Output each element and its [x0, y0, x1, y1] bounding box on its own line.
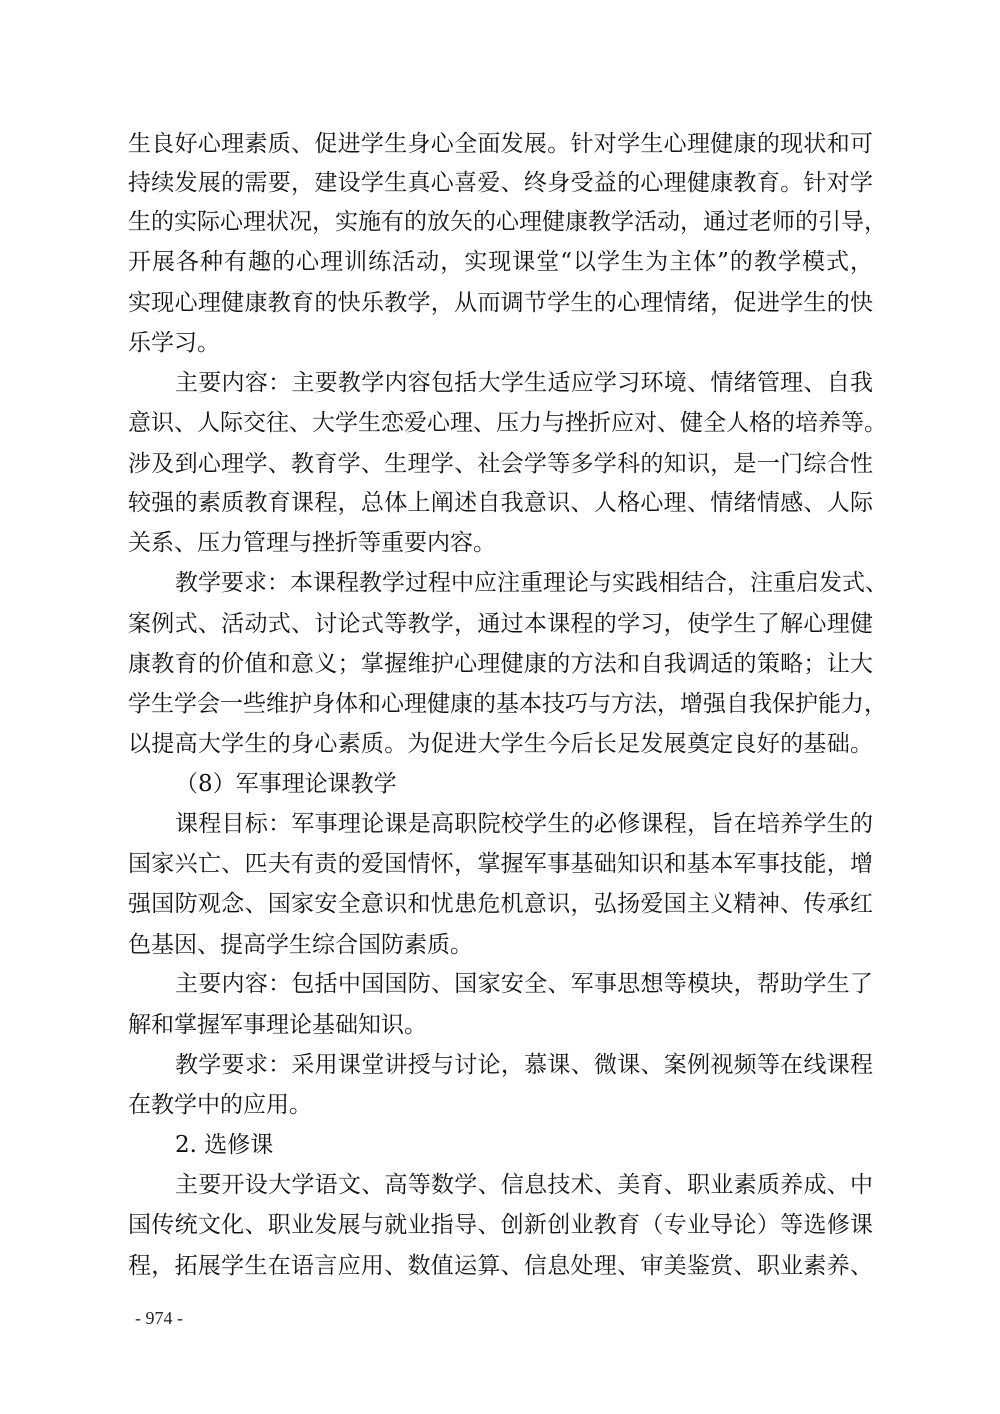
body-text-line: 乐学习。: [128, 330, 220, 356]
body-text-line: 涉及到心理学、教育学、生理学、社会学等多学科的知识，是一门综合性: [128, 451, 873, 477]
paragraph-first-line: 教学要求：本课程教学过程中应注重理论与实践相结合，注重启发式、: [175, 570, 888, 596]
body-text-line: 康教育的价值和意义；掌握维护心理健康的方法和自我调适的策略；让大: [128, 651, 873, 677]
body-text-line: 较强的素质教育课程，总体上阐述自我意识、人格心理、情绪情感、人际: [128, 490, 873, 516]
paragraph-first-line: 主要内容：主要教学内容包括大学生适应学习环境、情绪管理、自我: [175, 370, 873, 396]
section-heading: 2. 选修课: [175, 1132, 274, 1158]
body-text-line: 学生学会一些维护身体和心理健康的基本技巧与方法，增强自我保护能力，: [128, 691, 887, 717]
body-text-line: 国传统文化、职业发展与就业指导、创新创业教育（专业导论）等选修课: [128, 1212, 873, 1238]
body-text-line: 以提高大学生的身心素质。为促进大学生今后长足发展奠定良好的基础。: [128, 731, 873, 757]
body-text-line: 程，拓展学生在语言应用、数值运算、信息处理、审美鉴赏、职业素养、: [128, 1253, 873, 1279]
paragraph-first-line: 课程目标：军事理论课是高职院校学生的必修课程，旨在培养学生的: [175, 811, 873, 837]
paragraph-first-line: 主要内容：包括中国国防、国家安全、军事思想等模块，帮助学生了: [175, 971, 873, 997]
body-text-line: 强国防观念、国家安全意识和忧患危机意识，弘扬爱国主义精神、传承红: [128, 891, 873, 917]
body-text-line: 关系、压力管理与挫折等重要内容。: [128, 530, 496, 556]
body-text-line: 案例式、活动式、讨论式等教学，通过本课程的学习，使学生了解心理健: [128, 611, 873, 637]
body-text-line: 实现心理健康教育的快乐教学，从而调节学生的心理情绪，促进学生的快: [128, 290, 873, 316]
body-text-line: 在教学中的应用。: [128, 1092, 312, 1118]
body-text-line: 持续发展的需要，建设学生真心喜爱、终身受益的心理健康教育。针对学: [128, 170, 873, 196]
paragraph-first-line: 教学要求：采用课堂讲授与讨论，慕课、微课、案例视频等在线课程: [175, 1052, 873, 1078]
body-text-line: 意识、人际交往、大学生恋爱心理、压力与挫折应对、健全人格的培养等。: [128, 410, 887, 436]
section-heading: （8）军事理论课教学: [175, 771, 397, 797]
body-text-line: 生良好心理素质、促进学生身心全面发展。针对学生心理健康的现状和可: [128, 131, 873, 157]
body-text-line: 解和掌握军事理论基础知识。: [128, 1012, 427, 1038]
body-text-line: 开展各种有趣的心理训练活动，实现课堂“以学生为主体”的教学模式，: [128, 249, 873, 275]
page-number: - 974 -: [135, 1308, 183, 1328]
body-text-line: 生的实际心理状况，实施有的放矢的心理健康教学活动，通过老师的引导，: [128, 209, 887, 235]
body-text-line: 国家兴亡、匹夫有责的爱国情怀，掌握军事基础知识和基本军事技能，增: [128, 851, 873, 877]
paragraph-first-line: 主要开设大学语文、高等数学、信息技术、美育、职业素质养成、中: [175, 1172, 873, 1198]
body-text-line: 色基因、提高学生综合国防素质。: [128, 932, 473, 958]
